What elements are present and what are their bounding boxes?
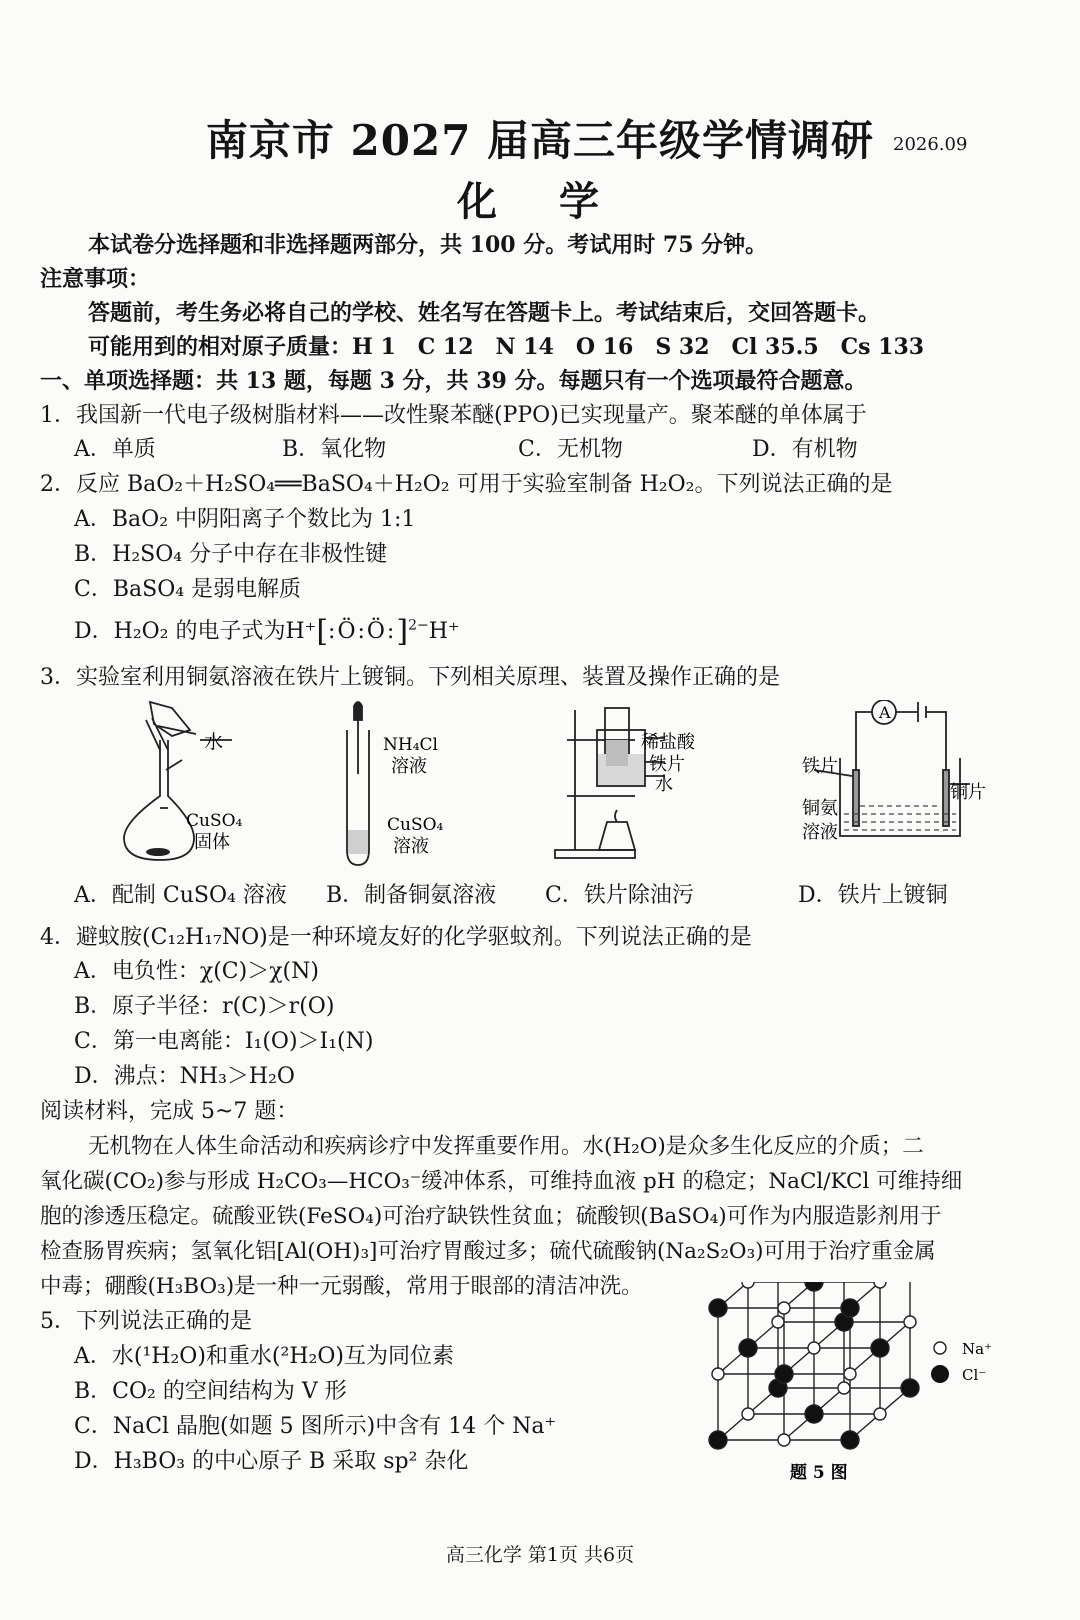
exam-title: 南京市 2027 届高三年级学情调研: [205, 116, 875, 165]
electron-formula-core: :Ö:Ö:: [328, 619, 397, 644]
q1-option-a: A．单质: [74, 437, 156, 462]
cl-ion: [805, 1405, 823, 1423]
figure-c-water-bath: [545, 700, 735, 870]
q2-option-d-text: D．H₂O₂ 的电子式为: [74, 619, 286, 644]
figure-b-bottom-label-2: 溶液: [393, 836, 429, 857]
reading-paragraph-line-3: 胞的渗透压稳定。硫酸亚铁(FeSO₄)可治疗缺铁性贫血；硫酸钡(BaSO₄)可作为内服造影剂用于: [40, 1204, 942, 1229]
exam-date: 2026.09: [893, 134, 968, 155]
q1-option-c: C．无机物: [518, 437, 623, 462]
q3-option-a: A．配制 CuSO₄ 溶液: [74, 883, 287, 908]
cl-ion: [709, 1431, 727, 1449]
page-footer: 高三化学 第1页 共6页: [445, 1544, 635, 1566]
na-ion: [844, 1368, 856, 1380]
reading-paragraph-line-5: 中毒；硼酸(H₃BO₃)是一种一元弱酸，常用于眼部的清洁冲洗。: [40, 1274, 643, 1299]
cl-ion: [871, 1339, 889, 1357]
q4-option-a: A．电负性：χ(C)＞χ(N): [74, 959, 319, 984]
electron-formula-h-left: H⁺: [285, 619, 317, 644]
na-ion: [742, 1408, 754, 1420]
na-ion: [808, 1342, 820, 1354]
legend-na-label: Na⁺: [962, 1340, 992, 1358]
na-ion: [838, 1382, 850, 1394]
cl-ion: [901, 1379, 919, 1397]
q4-option-b: B．原子半径：r(C)＞r(O): [74, 994, 335, 1019]
q1-stem: 1．我国新一代电子级树脂材料——改性聚苯醚(PPO)已实现量产。聚苯醚的单体属于: [40, 403, 867, 428]
q2-stem: 2．反应 BaO₂＋H₂SO₄══BaSO₄＋H₂O₂ 可用于实验室制备 H₂O₂。下列说法正确的是: [40, 472, 893, 497]
figure-d-solution-label-1: 铜氨: [802, 798, 838, 819]
reading-paragraph-line-2: 氧化碳(CO₂)参与形成 H₂CO₃—HCO₃⁻缓冲体系，可维持血液 pH 的稳定；NaCl/KCl 可维持细: [40, 1169, 963, 1194]
na-ion: [904, 1316, 916, 1328]
q3-stem: 3．实验室利用铜氨溶液在铁片上镀铜。下列相关原理、装置及操作正确的是: [40, 665, 780, 690]
section-heading: 一、单项选择题：共 13 题，每题 3 分，共 39 分。每题只有一个选项最符合题意。: [40, 368, 867, 394]
reading-paragraph-line-1: 无机物在人体生命活动和疾病诊疗中发挥重要作用。水(H₂O)是众多生化反应的介质；二: [88, 1134, 924, 1159]
notice-heading: 注意事项：: [40, 266, 151, 292]
cl-ion: [805, 1282, 823, 1291]
figure-c-water-label: 水: [655, 774, 673, 795]
q5-option-a: A．水(¹H₂O)和重水(²H₂O)互为同位素: [74, 1344, 454, 1369]
q1-option-b: B．氧化物: [282, 437, 387, 462]
figure-c-acid-label: 稀盐酸: [641, 732, 695, 753]
figure-a-solid-label-2: 固体: [194, 832, 230, 853]
legend-na-marker: [934, 1342, 946, 1354]
figure-b-top-label-1: NH₄Cl: [383, 735, 438, 755]
figure-d-iron-label: 铁片: [802, 756, 838, 777]
q3-option-d: D．铁片上镀铜: [798, 883, 948, 908]
cl-ion: [775, 1365, 793, 1383]
figure-b-bottom-label-1: CuSO₄: [387, 815, 444, 835]
q5-option-b: B．CO₂ 的空间结构为 V 形: [74, 1379, 347, 1404]
q2-option-d: [74, 614, 460, 649]
figure-a-water-label: 水: [204, 731, 224, 753]
q4-option-d: D．沸点：NH₃＞H₂O: [74, 1064, 295, 1089]
bracket-right: ]: [396, 614, 409, 649]
notice-line-1: 答题前，考生务必将自己的学校、姓名写在答题卡上。考试结束后，交回答题卡。: [88, 300, 881, 326]
exam-intro: 本试卷分选择题和非选择题两部分，共 100 分。考试用时 75 分钟。: [88, 232, 768, 258]
q2-option-a: A．BaO₂ 中阴阳离子个数比为 1:1: [74, 507, 416, 532]
q3-option-c: C．铁片除油污: [545, 883, 694, 908]
legend-cl-label: Cl⁻: [962, 1366, 987, 1384]
q2-option-c: C．BaSO₄ 是弱电解质: [74, 577, 302, 602]
reading-heading: 阅读材料，完成 5~7 题：: [40, 1099, 299, 1124]
q2-option-b: B．H₂SO₄ 分子中存在非极性键: [74, 542, 388, 567]
figure-b-top-label-2: 溶液: [391, 756, 427, 777]
q3-option-b: B．制备铜氨溶液: [326, 883, 497, 908]
cl-ion: [841, 1299, 859, 1317]
figure-a-solid-label-1: CuSO₄: [186, 811, 243, 831]
reading-paragraph-line-4: 检查肠胃疾病；氢氧化铝[Al(OH)₃]可治疗胃酸过多；硫代硫酸钠(Na₂S₂O₃)可用于治疗重金属: [40, 1239, 936, 1264]
na-ion: [874, 1282, 886, 1288]
q1-option-d: D．有机物: [752, 437, 858, 462]
figure-a-volumetric-flask: [112, 700, 292, 870]
q5-option-d: D．H₃BO₃ 的中心原子 B 采取 sp² 杂化: [74, 1449, 469, 1474]
bracket-left: [: [316, 614, 329, 649]
na-ion: [712, 1368, 724, 1380]
legend-cl-marker: [931, 1365, 949, 1383]
q5-stem: 5．下列说法正确的是: [40, 1309, 252, 1334]
na-ion: [778, 1302, 790, 1314]
na-ion: [772, 1316, 784, 1328]
subject-title: 化 学: [457, 178, 623, 225]
q5-option-c: C．NaCl 晶胞(如题 5 图所示)中含有 14 个 Na⁺: [74, 1414, 557, 1439]
nacl-unit-cell-figure: [700, 1282, 1020, 1492]
cl-ion: [739, 1339, 757, 1357]
q4-stem: 4．避蚊胺(C₁₂H₁₇NO)是一种环境友好的化学驱蚊剂。下列说法正确的是: [40, 925, 752, 950]
na-ion: [742, 1282, 754, 1288]
figure-d-solution-label-2: 溶液: [802, 822, 838, 843]
q4-option-c: C．第一电离能：I₁(O)＞I₁(N): [74, 1029, 374, 1054]
figure-d-electroplating-cell: [800, 700, 1000, 870]
figure-d-copper-label: 铜片: [950, 782, 986, 803]
cl-ion: [709, 1299, 727, 1317]
atomic-masses: 可能用到的相对原子质量：H 1 C 12 N 14 O 16 S 32 Cl 35.5 Cs 133: [88, 334, 925, 360]
figure-5-caption: 题 5 图: [790, 1463, 848, 1483]
electron-formula-h-right: H⁺: [428, 619, 460, 644]
figure-c-iron-label: 铁片: [649, 754, 685, 775]
figure-d-ammeter-label: A: [879, 703, 891, 722]
na-ion: [874, 1408, 886, 1420]
electron-formula-charge: 2−: [408, 617, 429, 634]
na-ion: [778, 1434, 790, 1446]
cl-ion: [841, 1431, 859, 1449]
figure-b-test-tube: [335, 700, 475, 870]
